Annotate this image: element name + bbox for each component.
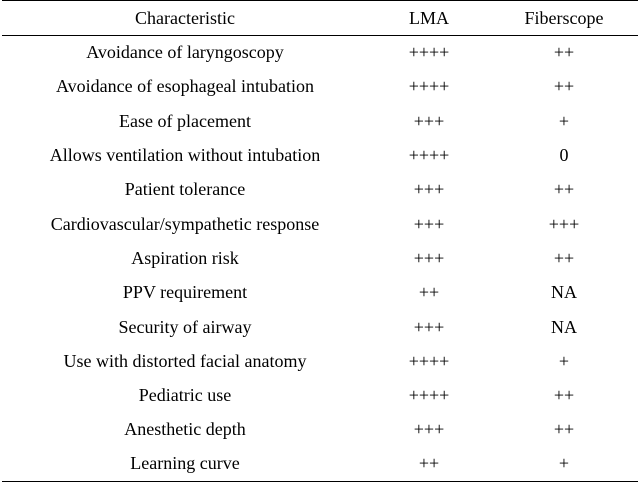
header-row [2,1,638,36]
cell-fiberscope: NA [551,282,577,303]
cell-fiberscope: ++ [553,76,575,97]
cell-characteristic: Patient tolerance [124,179,246,200]
table-row [2,173,638,207]
table-row [2,36,638,70]
table-row [2,310,638,344]
cell-fiberscope: 0 [559,145,569,166]
cell-characteristic: PPV requirement [122,282,248,303]
cell-lma: +++ [413,179,445,200]
table-body [2,36,638,482]
comparison-table-container [2,0,638,482]
cell-lma: ++++ [408,42,450,63]
cell-lma: ++++ [408,145,450,166]
cell-lma: ++++ [408,76,450,97]
cell-fiberscope: +++ [548,213,580,234]
cell-lma: +++ [413,419,445,440]
table-row [2,241,638,275]
cell-fiberscope: ++ [553,42,575,63]
cell-lma: +++ [413,316,445,337]
cell-fiberscope: ++ [553,179,575,200]
table-row [2,70,638,104]
cell-lma: ++ [368,447,490,481]
table-row [2,138,638,172]
cell-characteristic: Pediatric use [138,385,232,406]
cell-fiberscope: ++ [553,247,575,268]
cell-fiberscope: NA [551,316,577,337]
table-row [2,378,638,412]
cell-characteristic: Avoidance of laryngoscopy [86,42,284,63]
cell-characteristic: Cardiovascular/sympathetic response [50,213,320,234]
cell-lma: ++++ [408,385,450,406]
cell-characteristic: Allows ventilation without intubation [49,145,321,166]
table-row [2,207,638,241]
cell-fiberscope: + [558,350,570,371]
cell-fiberscope: ++ [553,419,575,440]
cell-lma: +++ [413,213,445,234]
cell-fiberscope: ++ [553,385,575,406]
cell-characteristic: Use with distorted facial anatomy [63,350,307,371]
cell-fiberscope: + [490,447,638,481]
cell-characteristic: Security of airway [118,316,252,337]
table-row [2,413,638,447]
cell-characteristic: Aspiration risk [131,247,239,268]
table-row [2,104,638,138]
header-fiberscope: Fiberscope [490,1,638,36]
cell-characteristic: Anesthetic depth [124,419,246,440]
cell-fiberscope: + [558,110,570,131]
header-characteristic: Characteristic [2,1,368,36]
header-lma: LMA [368,1,490,36]
cell-characteristic: Learning curve [2,447,368,481]
comparison-table [2,0,638,482]
cell-lma: ++ [418,282,440,303]
cell-characteristic: Avoidance of esophageal intubation [55,76,315,97]
table-row [2,447,638,481]
cell-lma: +++ [413,247,445,268]
table-header [2,1,638,36]
cell-lma: +++ [413,110,445,131]
cell-lma: ++++ [408,350,450,371]
table-row [2,344,638,378]
cell-characteristic: Ease of placement [119,110,251,131]
table-row [2,276,638,310]
